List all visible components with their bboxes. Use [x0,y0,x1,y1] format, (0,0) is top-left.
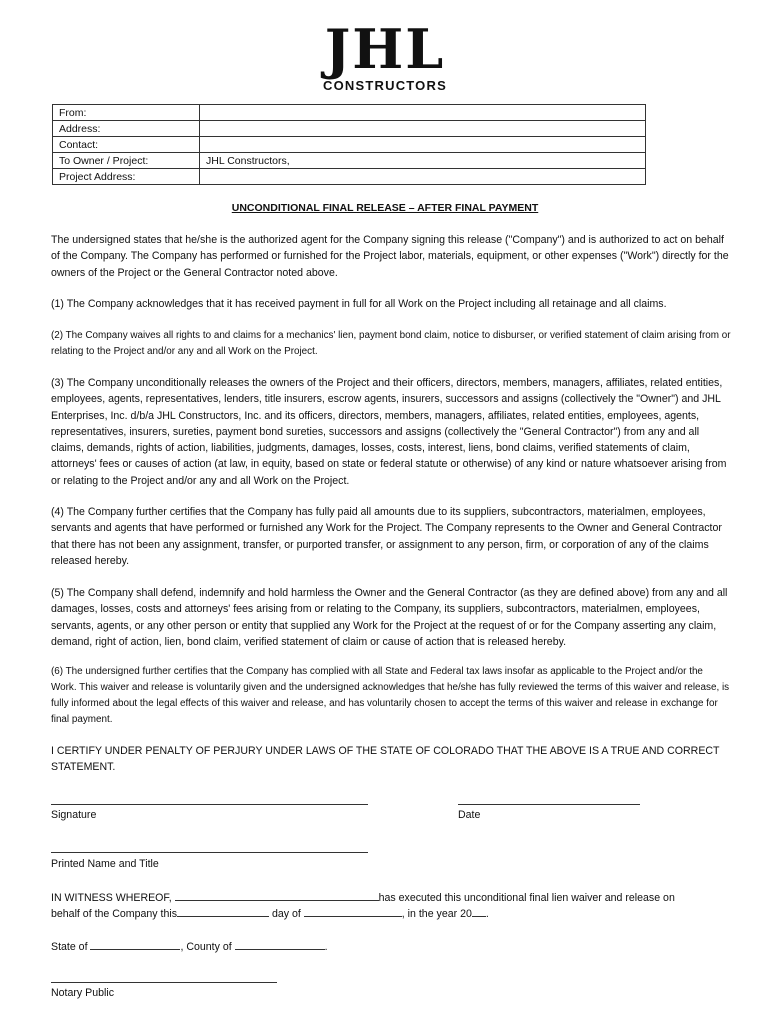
printed-name-line[interactable] [51,852,368,853]
company-name-blank[interactable] [175,889,379,901]
project-address-field[interactable] [200,169,646,185]
intro-paragraph: The undersigned states that he/she is the authorized agent for the Company signing this release ("Company") and is authorized to act on behalf of the Company. The Company has performed or furnished for the Project labor, materials, equipment, or other expenses ("Work") directly for the owners of the Project or the General Contractor noted above. [51,234,729,279]
owner-project-label: To Owner / Project: [53,153,200,169]
printed-name-label: Printed Name and Title [51,858,159,870]
clause-2: (2) The Company waives all rights to and claims for a mechanics' lien, payment bond claim, notice to disburser, or verified statement of claim arising from or relating to the Project and/or any and all Work on the Project. [51,330,731,357]
venue-period: . [324,941,328,953]
owner-project-field[interactable]: JHL Constructors, [200,153,646,169]
contact-label: Contact: [53,137,200,153]
contact-field[interactable] [200,137,646,153]
clause-1: (1) The Company acknowledges that it has received payment in full for all Work on the Project including all retainage and all claims. [51,298,667,310]
document-title: UNCONDITIONAL FINAL RELEASE – AFTER FINAL PAYMENT [231,202,539,214]
logo-subtitle: CONSTRUCTORS [323,78,447,93]
witness-line-2 [51,905,489,920]
clause-3: (3) The Company unconditionally releases the owners of the Project and their officers, directors, members, managers, affiliates, related entities, employees, agents, representatives, lenders, title insurers, escrow agents, insurers, successors and assigns (collectively the "Owner") and JHL Enterprises, Inc. d/b/a JHL Constructors, Inc. and its officers, directors, members, managers, affiliates, related entities, employees, agents, representatives, insurers, sureties, payment bond sureties, successors and assigns (collectively the "General Contractor") from any and all claims, demands, rights of action, liabilities, judgments, damages, losses, costs, interest, liens, bond claims, verified statements of claim, attorneys' fees or causes of action (at law, in equity, based on state or federal statute or otherwise) of any kind or nature whatsoever arising from or relating to the Project and/or any and all Work on the Project. [51,377,727,487]
month-blank[interactable] [304,905,402,917]
county-label: , County of [180,941,235,953]
notary-label: Notary Public [51,987,114,999]
clause-6: (6) The undersigned further certifies that the Company has complied with all State and Federal tax laws insofar as applicable to the Project and/or the Work. This waiver and release is voluntarily given and the undersigned acknowledges that he/she has fully reviewed the terms of this waiver and release, is fully informed about the legal effects of this waiver and release, and has voluntarily chosen to accept the terms of this waiver and release in exchange for final payment. [51,666,730,725]
witness-period: . [485,908,489,920]
table-row [53,169,646,185]
from-field[interactable] [200,105,646,121]
address-label: Address: [53,121,200,137]
witness-text-start: IN WITNESS WHEREOF, [51,892,175,904]
county-blank[interactable] [235,938,325,950]
clause-5: (5) The Company shall defend, indemnify and hold harmless the Owner and the General Contractor (as they are defined above) from any and all damages, losses, costs and attorneys' fees arising from or relating to the Company, its suppliers, subcontractors, materialmen, employees, servants, agents, or any other person or entity that supplied any Work for the Project at the request of or for the Company asserting any claim, demand, right of action, lien, bond claim, verified statement of claim or cause of action that is released hereby. [51,587,728,648]
signature-line[interactable] [51,804,368,805]
witness-day-of-label: day of [269,908,304,920]
witness-year-label: , in the year 20 [401,908,472,920]
witness-this-label: behalf of the Company this [51,908,178,920]
header-info-table [52,104,646,185]
venue-line [51,938,328,953]
witness-text-end: has executed this unconditional final lien waiver and release on [378,892,675,904]
table-row [53,105,646,121]
project-address-label: Project Address: [53,169,200,185]
date-line[interactable] [458,804,640,805]
date-label: Date [458,809,481,821]
signature-label: Signature [51,809,97,821]
company-logo [0,17,770,93]
address-field[interactable] [200,121,646,137]
notary-line[interactable] [51,982,277,983]
table-row [53,137,646,153]
state-blank[interactable] [90,938,180,950]
certification-statement: I CERTIFY UNDER PENALTY OF PERJURY UNDER LAWS OF THE STATE OF COLORADO THAT THE ABOVE IS A TRUE AND CORRECT STATEMENT. [51,745,720,774]
logo-mark: JHL [324,17,446,81]
from-label: From: [53,105,200,121]
day-blank[interactable] [177,905,269,917]
state-label: State of [51,941,91,953]
witness-line-1 [51,889,675,904]
table-row [53,153,646,169]
table-row [53,121,646,137]
year-blank[interactable] [472,905,486,917]
clause-4: (4) The Company further certifies that the Company has fully paid all amounts due to its suppliers, subcontractors, materialmen, employees, servants and agents that have performed or furnished any Work for the Project. The Company represents to the Owner and General Contractor that there has not been any assignment, transfer, or purported transfer, or assignment to any person, firm, or corporation of any of the claims released hereby. [51,506,722,567]
